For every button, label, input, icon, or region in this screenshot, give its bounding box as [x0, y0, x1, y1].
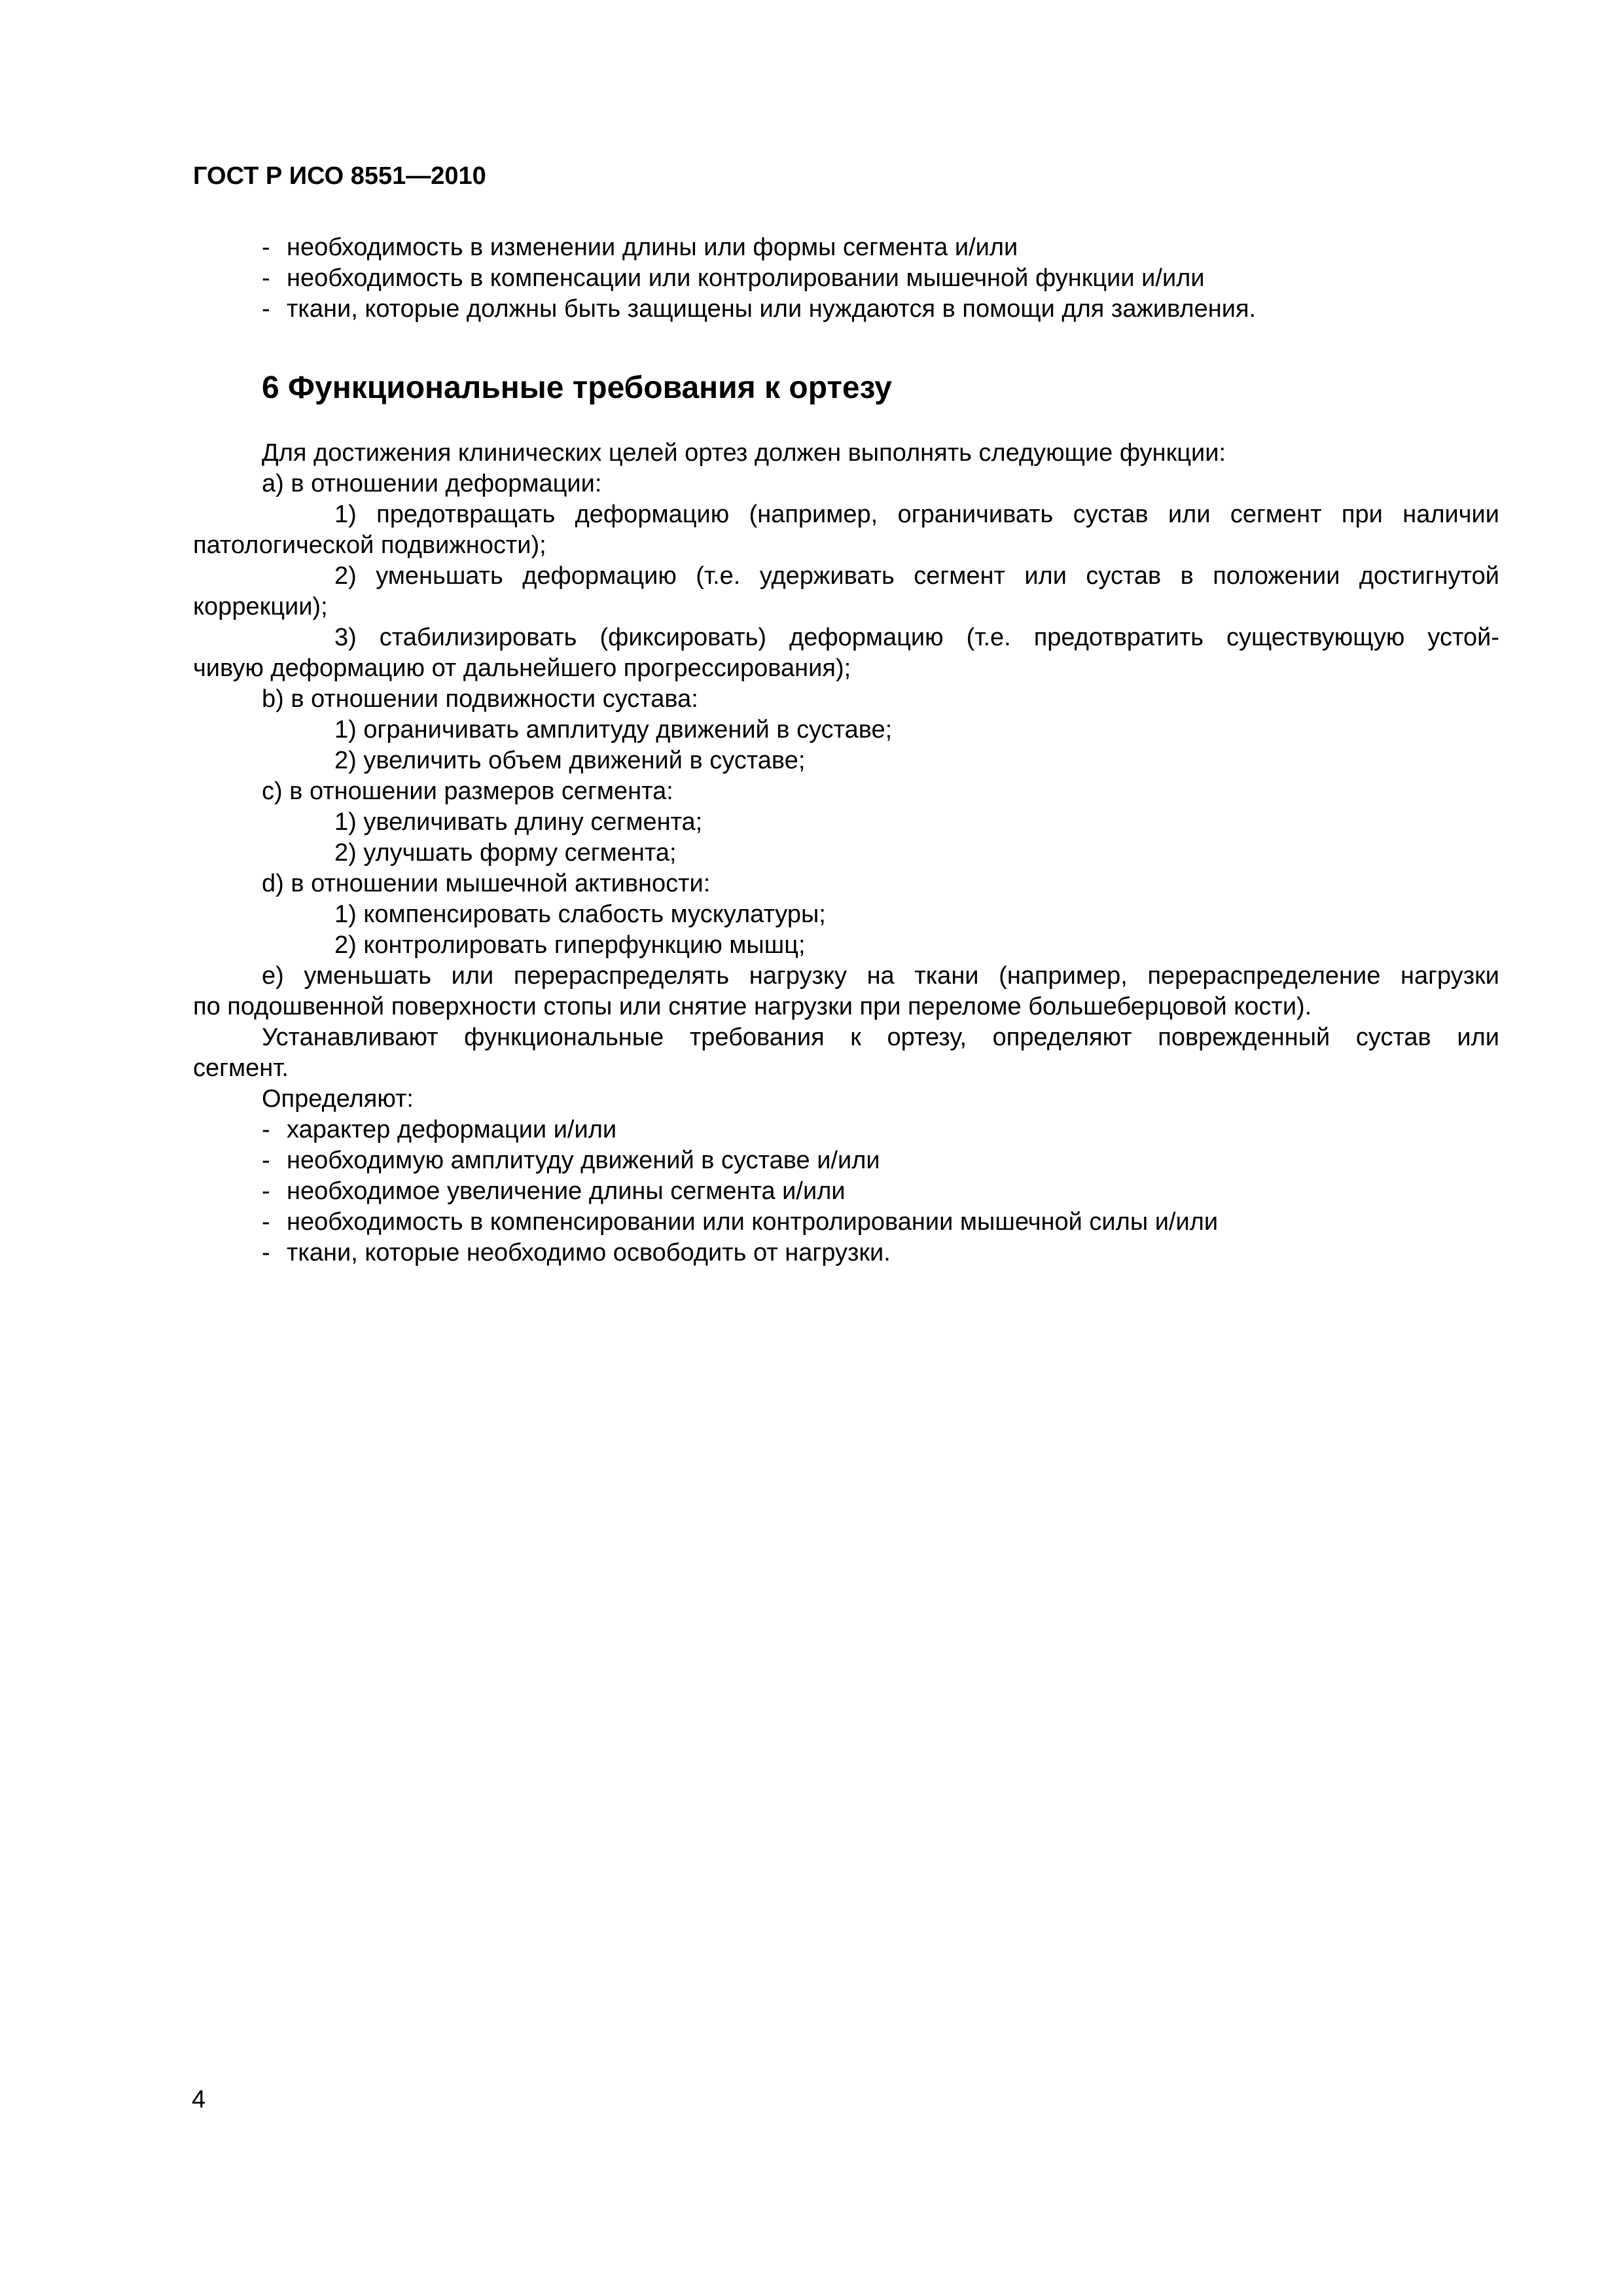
item-d1: 1) компенсировать слабость мускулатуры; — [334, 901, 826, 928]
item-a1-line2: патологической подвижности); — [193, 531, 546, 559]
list-item-text: необходимость в изменении длины или формы сегмента и/или — [287, 234, 1018, 261]
list-item-text: ткани, которые должны быть защищены или нуждаются в помощи для заживления. — [287, 295, 1257, 323]
determine-label: Определяют: — [262, 1085, 414, 1113]
list-item-text: необходимость в компенсировании или контролировании мышечной силы и/или — [287, 1208, 1219, 1236]
requirements-line1: Устанавливают функциональные требования к ортезу, определяют поврежденный сустав или — [262, 1024, 1499, 1051]
item-a3-line2: чивую деформацию от дальнейшего прогрессирования); — [193, 655, 851, 682]
list-item: - необходимость в компенсации или контролировании мышечной функции и/или — [262, 264, 1205, 292]
list-item-text: характер деформации и/или — [287, 1116, 617, 1143]
item-a-label: a) в отношении деформации: — [262, 470, 602, 497]
item-a1-line1: 1) предотвращать деформацию (например, ограничивать сустав или сегмент при наличии — [334, 501, 1499, 528]
page-number: 4 — [192, 2086, 206, 2113]
requirements-line2: сегмент. — [193, 1054, 289, 1082]
item-d-label: d) в отношении мышечной активности: — [262, 870, 711, 897]
list-item-text: ткани, которые необходимо освободить от нагрузки. — [287, 1239, 891, 1266]
item-a2-line1: 2) уменьшать деформацию (т.е. удерживать сегмент или сустав в положении достигнутой — [334, 562, 1499, 590]
document-header: ГОСТ Р ИСО 8551—2010 — [193, 162, 486, 190]
list-item-text: необходимую амплитуду движений в суставе и/или — [287, 1147, 880, 1174]
item-c1: 1) увеличивать длину сегмента; — [334, 808, 703, 836]
list-item: - ткани, которые должны быть защищены или нуждаются в помощи для заживления. — [262, 295, 1257, 323]
list-item: - необходимость в изменении длины или формы сегмента и/или — [262, 234, 1018, 261]
item-a2-line2: коррекции); — [193, 593, 328, 620]
section-heading: 6 Функциональные требования к ортезу — [262, 370, 892, 405]
item-e-line1: e) уменьшать или перераспределять нагрузку на ткани (например, перераспределение нагрузки — [262, 962, 1499, 990]
item-b-label: b) в отношении подвижности сустава: — [262, 685, 698, 713]
item-a3-line1: 3) стабилизировать (фиксировать) деформацию (т.е. предотвратить существующую устой- — [334, 624, 1499, 651]
item-d2: 2) контролировать гиперфункцию мышц; — [334, 931, 806, 959]
list-item: - характер деформации и/или — [262, 1116, 617, 1143]
list-item: - необходимое увеличение длины сегмента и/или — [262, 1177, 846, 1205]
list-item: - необходимость в компенсировании или контролировании мышечной силы и/или — [262, 1208, 1219, 1236]
item-b2: 2) увеличить объем движений в суставе; — [334, 747, 806, 774]
list-item-text: необходимость в компенсации или контролировании мышечной функции и/или — [287, 264, 1205, 292]
item-b1: 1) ограничивать амплитуду движений в суставе; — [334, 716, 893, 744]
list-item: - ткани, которые необходимо освободить от нагрузки. — [262, 1239, 891, 1266]
item-e-line2: по подошвенной поверхности стопы или снятие нагрузки при переломе большеберцовой кости). — [193, 993, 1312, 1020]
section-intro: Для достижения клинических целей ортез должен выполнять следующие функции: — [262, 439, 1226, 467]
list-item: - необходимую амплитуду движений в суставе и/или — [262, 1147, 880, 1174]
item-c2: 2) улучшать форму сегмента; — [334, 839, 677, 867]
list-item-text: необходимое увеличение длины сегмента и/или — [287, 1177, 846, 1205]
item-c-label: c) в отношении размеров сегмента: — [262, 778, 673, 805]
